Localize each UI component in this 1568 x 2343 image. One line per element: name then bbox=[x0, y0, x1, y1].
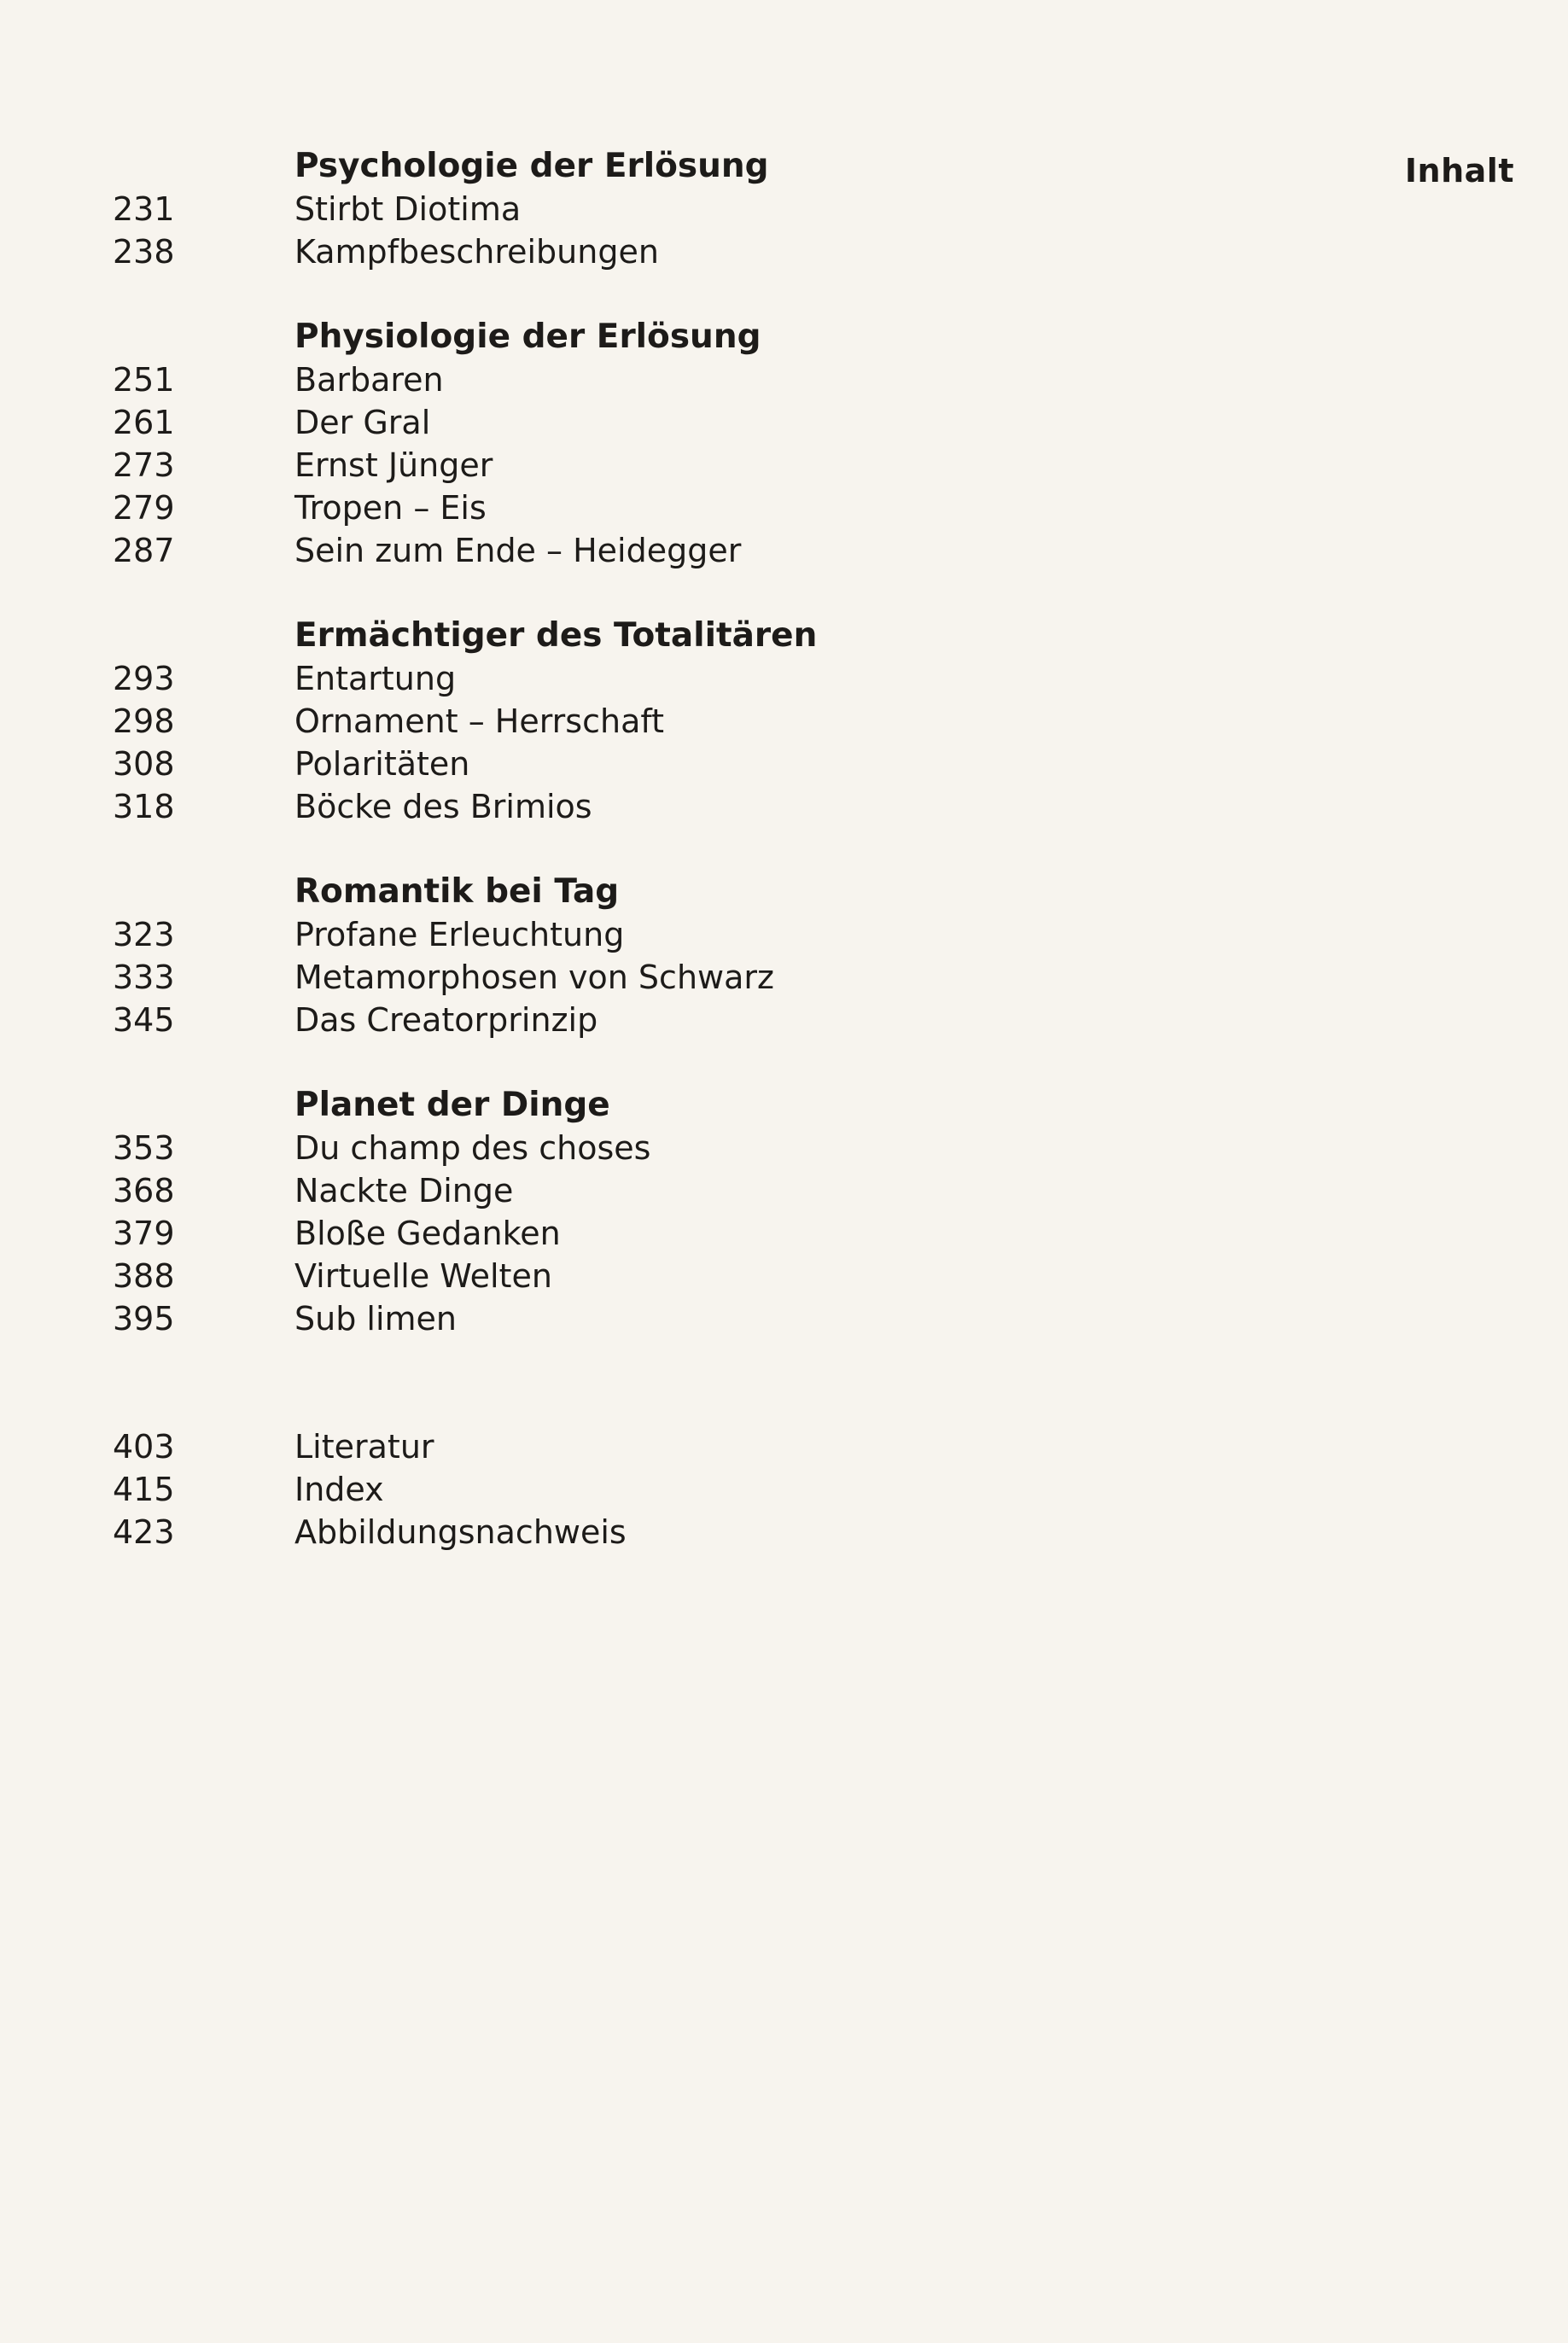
entry-title: Stirbt Diotima bbox=[294, 190, 522, 228]
page-number: 423 bbox=[113, 1513, 175, 1551]
entry-title: Metamorphosen von Schwarz bbox=[294, 959, 774, 996]
page-number: 395 bbox=[113, 1300, 175, 1338]
page-number: 368 bbox=[113, 1172, 175, 1209]
entry-title: Bloße Gedanken bbox=[294, 1215, 561, 1252]
section-heading: Romantik bei Tag bbox=[294, 872, 620, 911]
toc-entry bbox=[0, 657, 854, 700]
section-heading: Ermächtiger des Totalitären bbox=[294, 616, 818, 655]
entry-title: Sub limen bbox=[294, 1300, 457, 1338]
page-number: 279 bbox=[113, 489, 175, 527]
page-number: 353 bbox=[113, 1129, 175, 1167]
entry-title: Du champ des choses bbox=[294, 1129, 651, 1167]
toc-entry bbox=[0, 999, 854, 1041]
toc-entry bbox=[0, 401, 854, 444]
toc-entry bbox=[0, 1127, 854, 1169]
page-number: 333 bbox=[113, 959, 175, 996]
page-number: 308 bbox=[113, 745, 175, 783]
section-heading: Physiologie der Erlösung bbox=[294, 318, 761, 356]
toc-entry bbox=[0, 1511, 854, 1553]
entry-title: Index bbox=[294, 1471, 384, 1508]
page-number: 238 bbox=[113, 233, 175, 271]
entry-title: Böcke des Brimios bbox=[294, 788, 592, 825]
toc-entry bbox=[0, 230, 854, 273]
entry-title: Virtuelle Welten bbox=[294, 1257, 552, 1295]
entry-title: Der Gral bbox=[294, 404, 431, 441]
entry-title: Ernst Jünger bbox=[294, 446, 493, 484]
entry-title: Sein zum Ende – Heidegger bbox=[294, 532, 742, 569]
toc-entry bbox=[0, 444, 854, 487]
toc-entry bbox=[0, 529, 854, 572]
entry-title: Nackte Dinge bbox=[294, 1172, 514, 1209]
toc-entry bbox=[0, 956, 854, 999]
page-number: 251 bbox=[113, 361, 175, 399]
entry-title: Entartung bbox=[294, 660, 457, 697]
table-of-contents bbox=[0, 145, 854, 1553]
page-number: 298 bbox=[113, 702, 175, 740]
page-number: 261 bbox=[113, 404, 175, 441]
page-number: 403 bbox=[113, 1428, 175, 1466]
entry-title: Tropen – Eis bbox=[294, 489, 487, 527]
toc-entry bbox=[0, 1468, 854, 1511]
toc-entry bbox=[0, 1212, 854, 1255]
running-head: Inhalt bbox=[1404, 152, 1514, 189]
toc-entry bbox=[0, 1255, 854, 1297]
page-number: 345 bbox=[113, 1001, 175, 1039]
page-number: 388 bbox=[113, 1257, 175, 1295]
entry-title: Ornament – Herrschaft bbox=[294, 702, 664, 740]
toc-entry bbox=[0, 1297, 854, 1340]
toc-entry bbox=[0, 1169, 854, 1212]
section-heading: Psychologie der Erlösung bbox=[294, 147, 769, 185]
page-number: 231 bbox=[113, 190, 175, 228]
toc-section bbox=[0, 145, 854, 273]
entry-title: Das Creatorprinzip bbox=[294, 1001, 598, 1039]
toc-section bbox=[0, 316, 854, 572]
page-number: 287 bbox=[113, 532, 175, 569]
toc-entry bbox=[0, 785, 854, 828]
toc-entry bbox=[0, 700, 854, 743]
toc-entry bbox=[0, 1425, 854, 1468]
entry-title: Polaritäten bbox=[294, 745, 470, 783]
page-number: 379 bbox=[113, 1215, 175, 1252]
toc-entry bbox=[0, 358, 854, 401]
toc-entry bbox=[0, 188, 854, 230]
page-number: 293 bbox=[113, 660, 175, 697]
page-number: 318 bbox=[113, 788, 175, 825]
page-number: 323 bbox=[113, 916, 175, 953]
entry-title: Profane Erleuchtung bbox=[294, 916, 625, 953]
toc-section bbox=[0, 871, 854, 1041]
page-number: 273 bbox=[113, 446, 175, 484]
entry-title: Literatur bbox=[294, 1428, 434, 1466]
toc-entry bbox=[0, 913, 854, 956]
toc-section bbox=[0, 1084, 854, 1340]
toc-entry bbox=[0, 743, 854, 785]
toc-section bbox=[0, 615, 854, 828]
entry-title: Kampfbeschreibungen bbox=[294, 233, 659, 271]
entry-title: Barbaren bbox=[294, 361, 444, 399]
page-number: 415 bbox=[113, 1471, 175, 1508]
toc-section-backmatter bbox=[0, 1425, 854, 1553]
toc-entry bbox=[0, 487, 854, 529]
entry-title: Abbildungsnachweis bbox=[294, 1513, 627, 1551]
section-heading: Planet der Dinge bbox=[294, 1086, 610, 1124]
